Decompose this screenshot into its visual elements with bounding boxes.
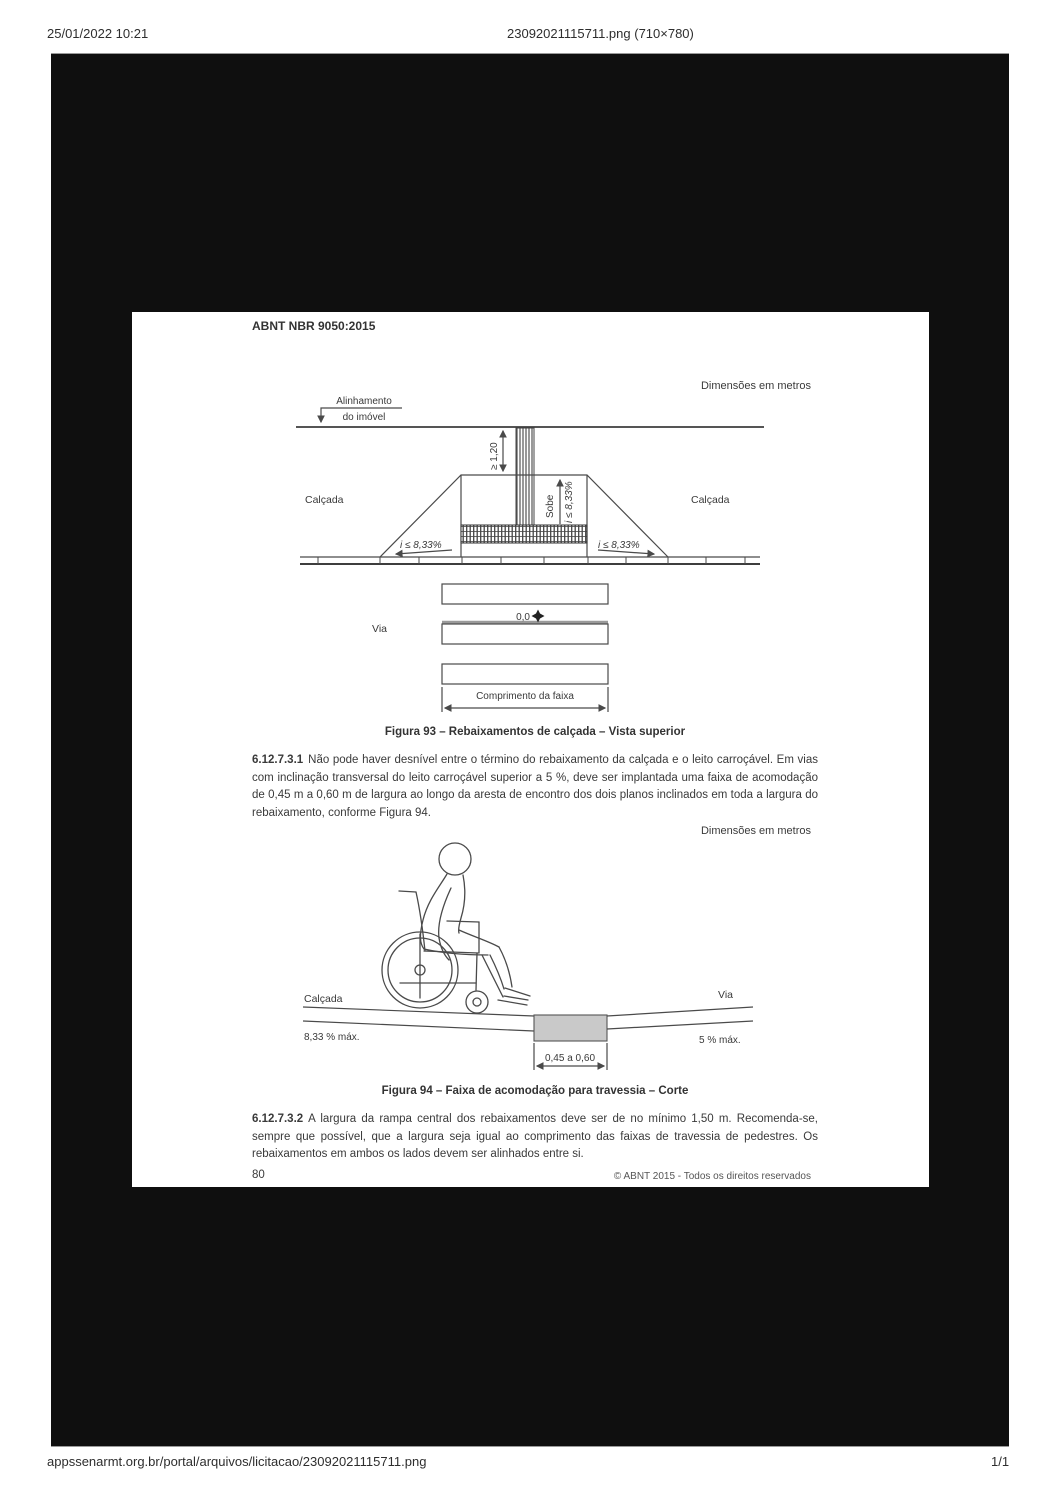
label-strip-length: Comprimento da faixa [476, 691, 574, 702]
label-slope-833: 8,33 % máx. [304, 1032, 360, 1043]
label-sobe: Sobe [545, 494, 556, 518]
label-alignment-line2: do imóvel [342, 412, 386, 423]
print-footer-url: appssenarmt.org.br/portal/arquivos/licitacao/23092021115711.png [47, 1454, 427, 1469]
print-header-filename: 23092021115711.png (710×780) [507, 26, 694, 41]
curb-line [300, 557, 760, 564]
label-sidewalk-left: Calçada [305, 494, 344, 506]
label-zero-level: 0,0 [516, 612, 530, 623]
clause1-text: Não pode haver desnível entre o término do rebaixamento da calçada e o leito carroçável. Em vias com inclinação transversal do leito carroçável superior a 5 %, deve ser implantada uma faixa de acomodação de 0,45 m a 0,60 m de largura ao longo da aresta de encontro dos dois planos inclinados em toda a largura do rebaixamento, conforme Figura 94. [252, 754, 818, 819]
label-slope-right: i ≤ 8,33% [598, 540, 640, 551]
warning-tactile-strip [461, 525, 587, 543]
label-slope-left: i ≤ 8,33% [400, 540, 442, 551]
label-min-width: ≥ 1,20 [489, 442, 500, 470]
label-via: Via [372, 623, 387, 635]
label-sidewalk: Calçada [304, 993, 343, 1005]
image-viewport [51, 53, 1009, 1447]
page-number: 80 [252, 1169, 265, 1181]
clause1-number: 6.12.7.3.1 [252, 754, 304, 766]
wheelchair-user-figure [382, 843, 530, 1013]
crosswalk-stripes [442, 584, 608, 684]
clause2-text: A largura da rampa central dos rebaixamentos deve ser de no mínimo 1,50 m. Recomenda-se, sempre que possível, que a largura seja igual ao comprimento das faixas de travessia de pedestres. Os rebaixamentos em ambos os lados devem ser alinhados entre si. [252, 1113, 818, 1160]
document-standard-title: ABNT NBR 9050:2015 [252, 319, 376, 333]
level-marker-star-icon [532, 610, 545, 623]
person-head [439, 843, 471, 875]
directional-tactile-strip [516, 428, 534, 525]
label-alignment-line1: Alinhamento [336, 396, 392, 407]
dimensions-note-1: Dimensões em metros [700, 380, 811, 392]
ramp-section-profile [303, 1007, 753, 1041]
clause-6-12-7-3-1 [252, 752, 818, 822]
document-page [132, 312, 929, 1187]
accommodation-strip [534, 1015, 607, 1041]
label-sidewalk-right: Calçada [691, 494, 730, 506]
figure93-caption: Figura 93 – Rebaixamentos de calçada – Vista superior [384, 726, 686, 738]
clause-6-12-7-3-2 [252, 1111, 818, 1164]
copyright-notice: © ABNT 2015 - Todos os direitos reservados [613, 1171, 811, 1182]
figure94-diagram [295, 838, 760, 1075]
label-via-94: Via [718, 989, 733, 1001]
figure94-caption: Figura 94 – Faixa de acomodação para travessia – Corte [381, 1085, 689, 1097]
clause2-number: 6.12.7.3.2 [252, 1113, 304, 1125]
label-strip-width: 0,45 a 0,60 [544, 1053, 596, 1064]
label-slope-center: i ≤ 8,33% [564, 481, 575, 523]
print-footer-page-indicator: 1/1 [991, 1454, 1010, 1469]
label-slope-5: 5 % máx. [699, 1035, 741, 1046]
print-header-datetime: 25/01/2022 10:21 [47, 26, 149, 41]
wheelchair-front-wheel [466, 991, 488, 1013]
dimensions-note-2: Dimensões em metros [700, 825, 811, 837]
figure93-diagram [290, 395, 770, 715]
